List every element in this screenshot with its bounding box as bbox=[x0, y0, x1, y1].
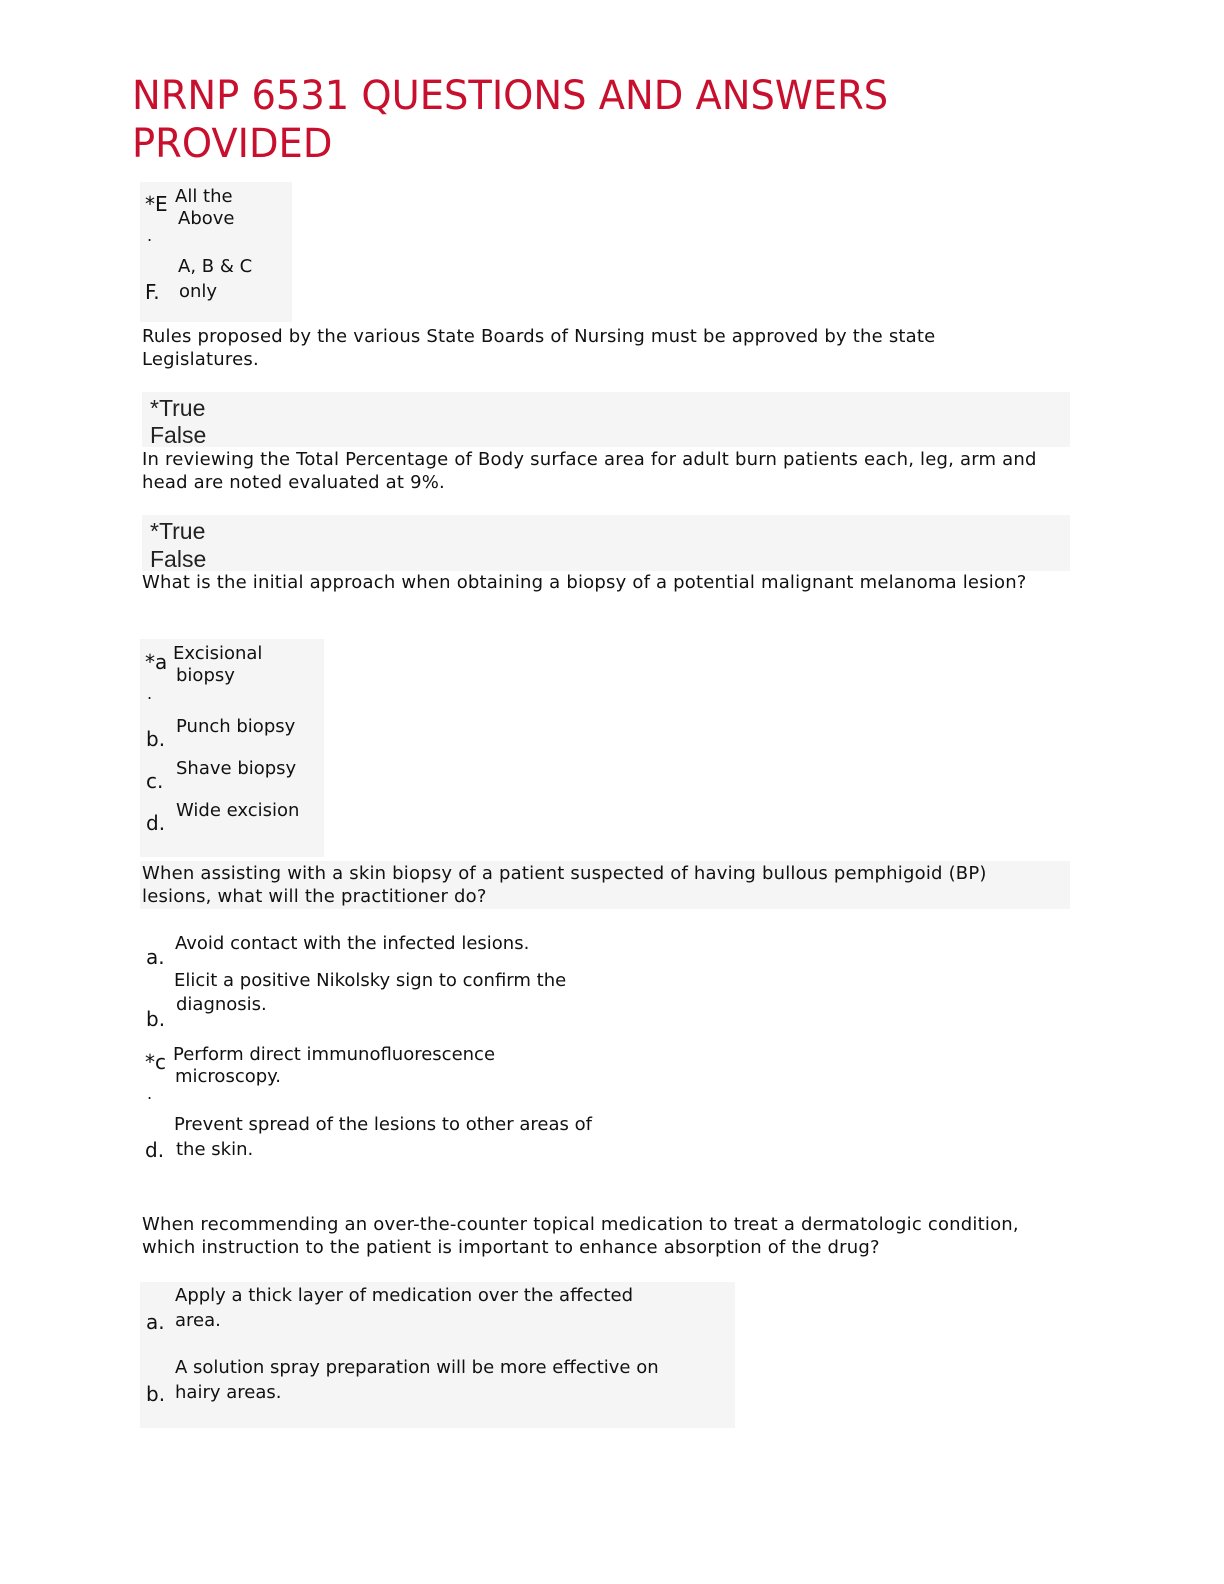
option-letter: a. bbox=[146, 945, 165, 969]
option-text: Avoid contact with the infected lesions. bbox=[175, 933, 530, 954]
option-text: Shave biopsy bbox=[176, 758, 297, 779]
option-letter: b. bbox=[146, 1382, 166, 1406]
option-text: Excisional bbox=[173, 643, 263, 664]
option-dot: . bbox=[147, 684, 153, 703]
option-text: only bbox=[179, 281, 218, 302]
option-letter: F. bbox=[145, 280, 160, 304]
option-letter: d. bbox=[146, 811, 166, 835]
question-text: In reviewing the Total Percentage of Body surface area for adult burn patients each, leg, arm and head are noted evaluated at 9%. bbox=[142, 449, 1037, 493]
option-letter: *a bbox=[145, 650, 168, 674]
option-dot: . bbox=[147, 1084, 153, 1103]
option-true: *True bbox=[150, 518, 206, 544]
option-letter: a. bbox=[146, 1310, 165, 1334]
option-text: Apply a thick layer of medication over the affected bbox=[175, 1285, 633, 1306]
option-text: Elicit a positive Nikolsky sign to confirm the bbox=[174, 970, 567, 991]
question-text: Rules proposed by the various State Boards of Nursing must be approved by the state Legislatures. bbox=[142, 326, 936, 370]
question-text: What is the initial approach when obtaining a biopsy of a potential malignant melanoma lesion? bbox=[142, 572, 1027, 593]
option-text: area. bbox=[175, 1310, 221, 1331]
option-dot: . bbox=[147, 226, 153, 245]
options-box-q2 bbox=[142, 515, 1070, 571]
option-text: A solution spray preparation will be more effective on bbox=[175, 1357, 659, 1378]
option-text: the skin. bbox=[176, 1139, 254, 1160]
options-box-q1 bbox=[142, 392, 1070, 447]
option-letter: c. bbox=[146, 769, 164, 793]
option-text: Punch biopsy bbox=[176, 716, 296, 737]
option-text: microscopy. bbox=[175, 1066, 281, 1087]
option-letter: *c bbox=[145, 1050, 166, 1074]
option-true: *True bbox=[150, 395, 206, 421]
option-text: Perform direct immunofluorescence bbox=[173, 1044, 496, 1065]
option-text: A, B & C bbox=[178, 256, 253, 277]
option-text: Prevent spread of the lesions to other areas of bbox=[174, 1114, 592, 1135]
option-false: False bbox=[150, 546, 207, 572]
option-letter: b. bbox=[146, 1007, 166, 1031]
page-title: NRNP 6531 QUESTIONS AND ANSWERS PROVIDED bbox=[132, 73, 889, 167]
option-false: False bbox=[150, 422, 207, 448]
option-text: diagnosis. bbox=[176, 994, 267, 1015]
option-text: Wide excision bbox=[176, 800, 300, 821]
question-text: When assisting with a skin biopsy of a patient suspected of having bullous pemphigoid (BP) lesions, what will the practitioner do? bbox=[142, 863, 987, 907]
option-text: biopsy bbox=[176, 665, 235, 686]
option-text: All the bbox=[175, 186, 233, 207]
question-text: When recommending an over-the-counter topical medication to treat a dermatologic condition, which instruction to the patient is important to enhance absorption of the drug? bbox=[142, 1214, 1019, 1258]
option-letter: d. bbox=[145, 1138, 165, 1162]
option-letter: b. bbox=[146, 727, 166, 751]
option-text: Above bbox=[178, 208, 235, 229]
option-letter: *E bbox=[145, 192, 168, 216]
option-text: hairy areas. bbox=[175, 1382, 282, 1403]
